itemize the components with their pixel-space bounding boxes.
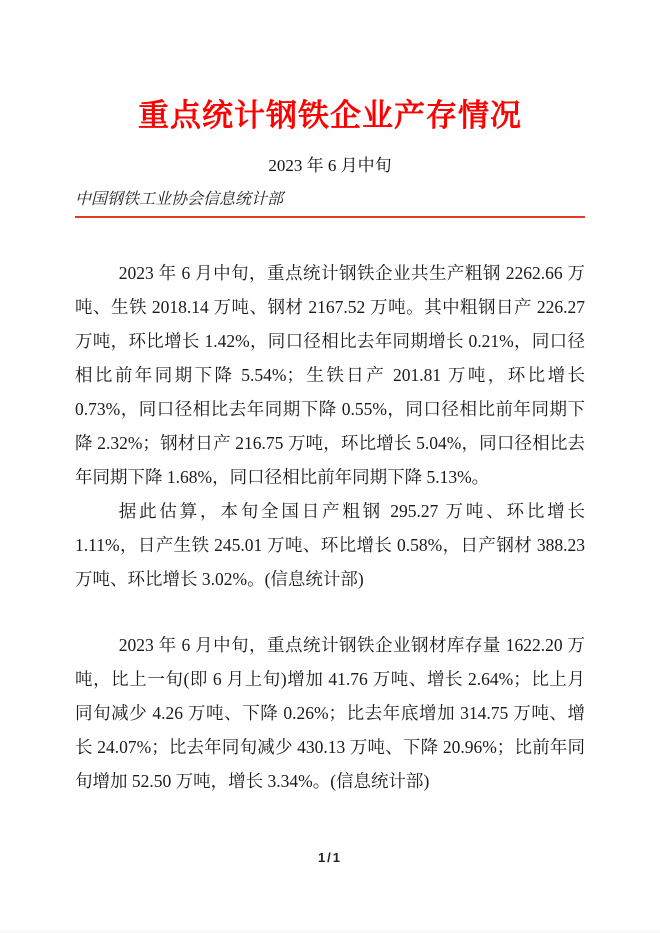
document-title: 重点统计钢铁企业产存情况 <box>138 98 522 133</box>
page-number: 1/1 <box>317 850 343 865</box>
paragraph-inventory: 2023 年 6 月中旬，重点统计钢铁企业钢材库存量 1622.20 万吨，比上一旬(即 6 月上旬)增加 41.76 万吨、增长 2.64%；比上月同旬减少 4.26 万吨、下降 0.26%；比去年底增加 314.75 万吨、增长 24.07%；比去年同旬减少 430.13 万吨、下降 20.96%；比前年同旬增加 52.50 万吨，增长 3.34%。(信息统计部) <box>75 635 585 791</box>
document-body <box>75 256 585 798</box>
department-line <box>75 190 585 218</box>
document-subtitle: 2023 年 6 月中旬 <box>268 156 392 175</box>
department-name: 中国钢铁工业协会信息统计部 <box>75 191 284 208</box>
paragraph-production: 2023 年 6 月中旬，重点统计钢铁企业共生产粗钢 2262.66 万吨、生铁 2018.14 万吨、钢材 2167.52 万吨。其中粗钢日产 226.27 万吨，环比增长 1.42%，同口径相比去年同期增长 0.21%，同口径相比前年同期下降 5.54%；生铁日产 201.81 万吨，环比增长 0.73%，同口径相比去年同期下降 0.55%，同口径相比前年同期下降 2.32%；钢材日产 216.75 万吨，环比增长 5.04%，同口径相比去年同期下降 1.68%，同口径相比前年同期下降 5.13%。 <box>75 263 585 487</box>
paragraph-national-estimate: 据此估算，本旬全国日产粗钢 295.27 万吨、环比增长 1.11%，日产生铁 245.01 万吨、环比增长 0.58%，日产钢材 388.23 万吨、环比增长 3.02%。(信息统计部) <box>75 501 585 589</box>
